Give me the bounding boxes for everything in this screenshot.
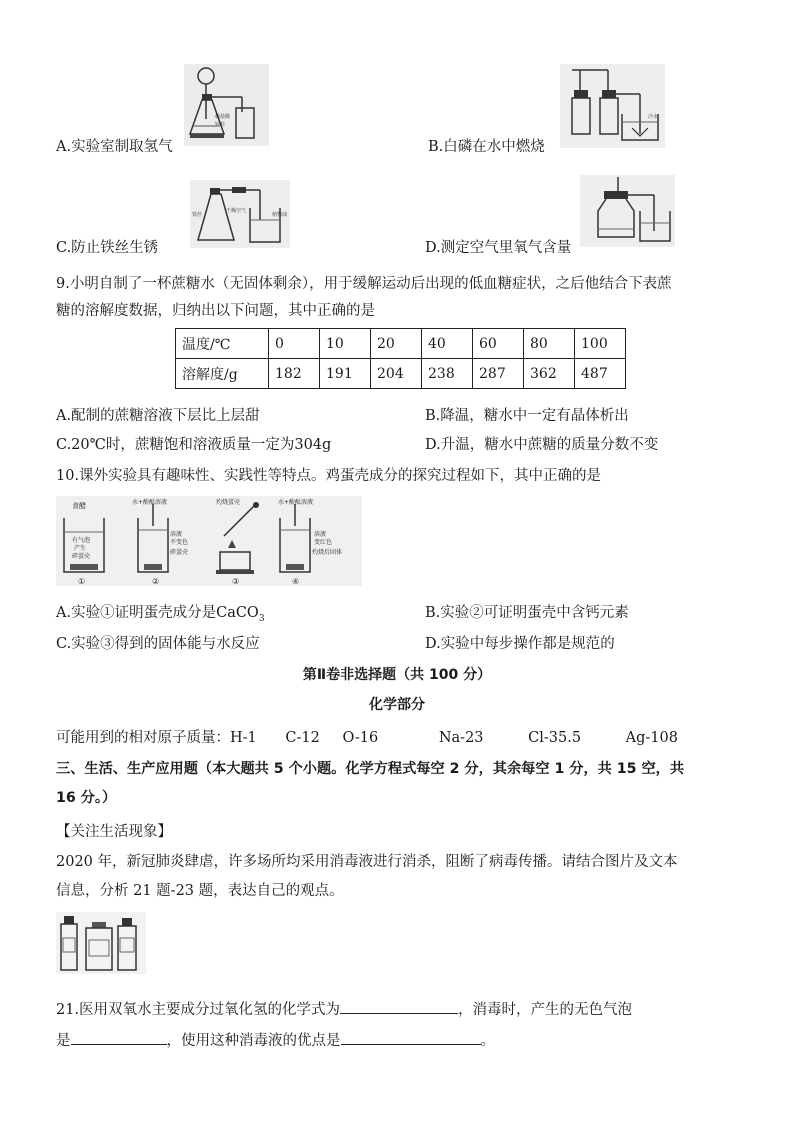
q10-option-a-text: A.实验①证明蛋壳成分是	[56, 605, 217, 621]
table-cell: 10	[320, 329, 371, 359]
figure-c-iron-wire-apparatus	[190, 180, 290, 248]
q10-option-b: B.实验②可证明蛋壳中含钙元素	[425, 605, 629, 621]
q21-text-5: 。	[480, 1033, 495, 1049]
q9-option-d: D.升温，糖水中蔗糖的质量分数不变	[425, 437, 659, 453]
table-cell: 40	[422, 329, 473, 359]
table-row	[176, 329, 626, 359]
section-subtitle: 化学部分	[369, 697, 425, 713]
atomic-mass-cl: Cl-35.5	[528, 730, 582, 746]
q9-stem-line2: 糖的溶解度数据，归纳出以下问题，其中正确的是	[56, 303, 375, 319]
svg-text:植物油: 植物油	[272, 212, 288, 218]
svg-text:③: ③	[232, 577, 240, 586]
q10-option-d: D.实验中每步操作都是规范的	[425, 636, 615, 652]
q9-option-b: B.降温，糖水中一定有晶体析出	[425, 408, 629, 424]
q8-option-a: A.实验室制取氢气	[56, 139, 173, 155]
svg-text:①: ①	[78, 577, 86, 586]
q8-option-b: B.白磷在水中燃烧	[428, 139, 545, 155]
svg-text:水+酚酞溶液: 水+酚酞溶液	[278, 499, 314, 506]
q21-blank-formula[interactable]	[340, 999, 458, 1014]
table-cell: 182	[269, 359, 320, 389]
svg-text:灼烧蛋壳: 灼烧蛋壳	[216, 499, 241, 506]
table-cell: 100	[575, 329, 626, 359]
atomic-mass-o: O-16	[342, 730, 379, 746]
intro-line2: 信息，分析 21 题-23 题，表达自己的观点。	[56, 883, 344, 899]
q10-option-c: C.实验③得到的固体能与水反应	[56, 636, 260, 652]
q21-line2	[56, 1029, 495, 1050]
table-cell: 238	[422, 359, 473, 389]
table-cell: 204	[371, 359, 422, 389]
atomic-mass-na: Na-23	[438, 730, 484, 746]
svg-text:溶液: 溶液	[170, 531, 183, 538]
q21-blank-gas[interactable]	[71, 1030, 167, 1045]
table-cell: 20	[371, 329, 422, 359]
svg-text:铁丝: 铁丝	[192, 212, 203, 218]
table-cell: 60	[473, 329, 524, 359]
q8-option-d: D.测定空气里氧气含量	[425, 240, 572, 256]
topic-label: 【关注生活现象】	[56, 824, 172, 840]
q10-option-a-subscript: 3	[258, 613, 265, 624]
table-row	[176, 359, 626, 389]
q10-option-a-formula: CaCO	[216, 605, 259, 621]
q8-option-c: C.防止铁丝生锈	[56, 240, 159, 256]
q21-text-1: 21.医用双氧水主要成分过氧化氢的化学式为	[56, 1002, 341, 1018]
svg-text:有气泡: 有气泡	[72, 537, 91, 544]
svg-text:变红色: 变红色	[314, 539, 333, 546]
solubility-header: 溶解度/g	[176, 359, 269, 389]
svg-text:产生: 产生	[74, 545, 87, 552]
q9-option-a: A.配制的蔗糖溶液下层比上层甜	[56, 408, 260, 424]
svg-text:水+酚酞溶液: 水+酚酞溶液	[132, 499, 168, 506]
atomic-mass-c: C-12	[285, 730, 320, 746]
svg-text:②: ②	[152, 577, 160, 586]
svg-text:锌粒: 锌粒	[215, 122, 226, 128]
solubility-table	[175, 328, 626, 389]
svg-text:不变色: 不变色	[170, 539, 189, 546]
svg-text:灼烧后固体: 灼烧后固体	[312, 549, 343, 556]
svg-text:④: ④	[292, 577, 300, 586]
q10-option-a	[56, 601, 265, 624]
svg-text:稀盐酸: 稀盐酸	[215, 114, 231, 120]
temperature-header: 温度/℃	[176, 329, 269, 359]
svg-text:碎蛋壳: 碎蛋壳	[170, 549, 189, 556]
q21-text-2: ，消毒时，产生的无色气泡	[458, 1002, 633, 1018]
atomic-masses-label: 可能用到的相对原子质量：H-1	[56, 730, 257, 746]
q21-blank-advantage[interactable]	[341, 1030, 481, 1045]
disinfectant-bottles-image	[56, 912, 146, 974]
part3-heading-line1: 三、生活、生产应用题（本大题共 5 个小题。化学方程式每空 2 分，其余每空 1 分，共 15 空，共	[56, 761, 685, 777]
table-cell: 80	[524, 329, 575, 359]
table-cell: 487	[575, 359, 626, 389]
svg-text:溶液: 溶液	[314, 531, 327, 538]
svg-text:干燥空气: 干燥空气	[226, 208, 247, 214]
table-cell: 362	[524, 359, 575, 389]
svg-text:食醋: 食醋	[72, 502, 86, 510]
q21-text-3: 是	[56, 1033, 71, 1049]
figure-d-oxygen-apparatus	[580, 175, 675, 247]
eggshell-experiment-figure	[56, 496, 362, 586]
section-title: 第Ⅱ卷非选择题（共 100 分）	[302, 667, 492, 683]
atomic-mass-ag: Ag-108	[625, 730, 679, 746]
intro-line1: 2020 年，新冠肺炎肆虐，许多场所均采用消毒液进行消杀，阻断了病毒传播。请结合图片及文本	[56, 854, 678, 870]
q21-line1	[56, 998, 632, 1019]
q21-text-4: ，使用这种消毒液的优点是	[166, 1033, 341, 1049]
q10-stem: 10.课外实验具有趣味性、实践性等特点。鸡蛋壳成分的探究过程如下，其中正确的是	[56, 468, 602, 484]
svg-text:冷水: 冷水	[648, 114, 659, 120]
figure-a-hydrogen-apparatus	[184, 64, 269, 146]
table-cell: 191	[320, 359, 371, 389]
q9-stem-line1: 9.小明自制了一杯蔗糖水（无固体剩余），用于缓解运动后出现的低血糖症状，之后他结合下表蔗	[56, 276, 672, 292]
table-cell: 287	[473, 359, 524, 389]
atomic-masses-line	[56, 726, 678, 747]
figure-b-phosphorus-apparatus	[560, 64, 665, 148]
table-cell: 0	[269, 329, 320, 359]
part3-heading-line2: 16 分。）	[56, 790, 117, 806]
svg-text:碎蛋壳: 碎蛋壳	[72, 553, 91, 560]
q9-option-c: C.20℃时，蔗糖饱和溶液质量一定为304g	[56, 437, 332, 453]
